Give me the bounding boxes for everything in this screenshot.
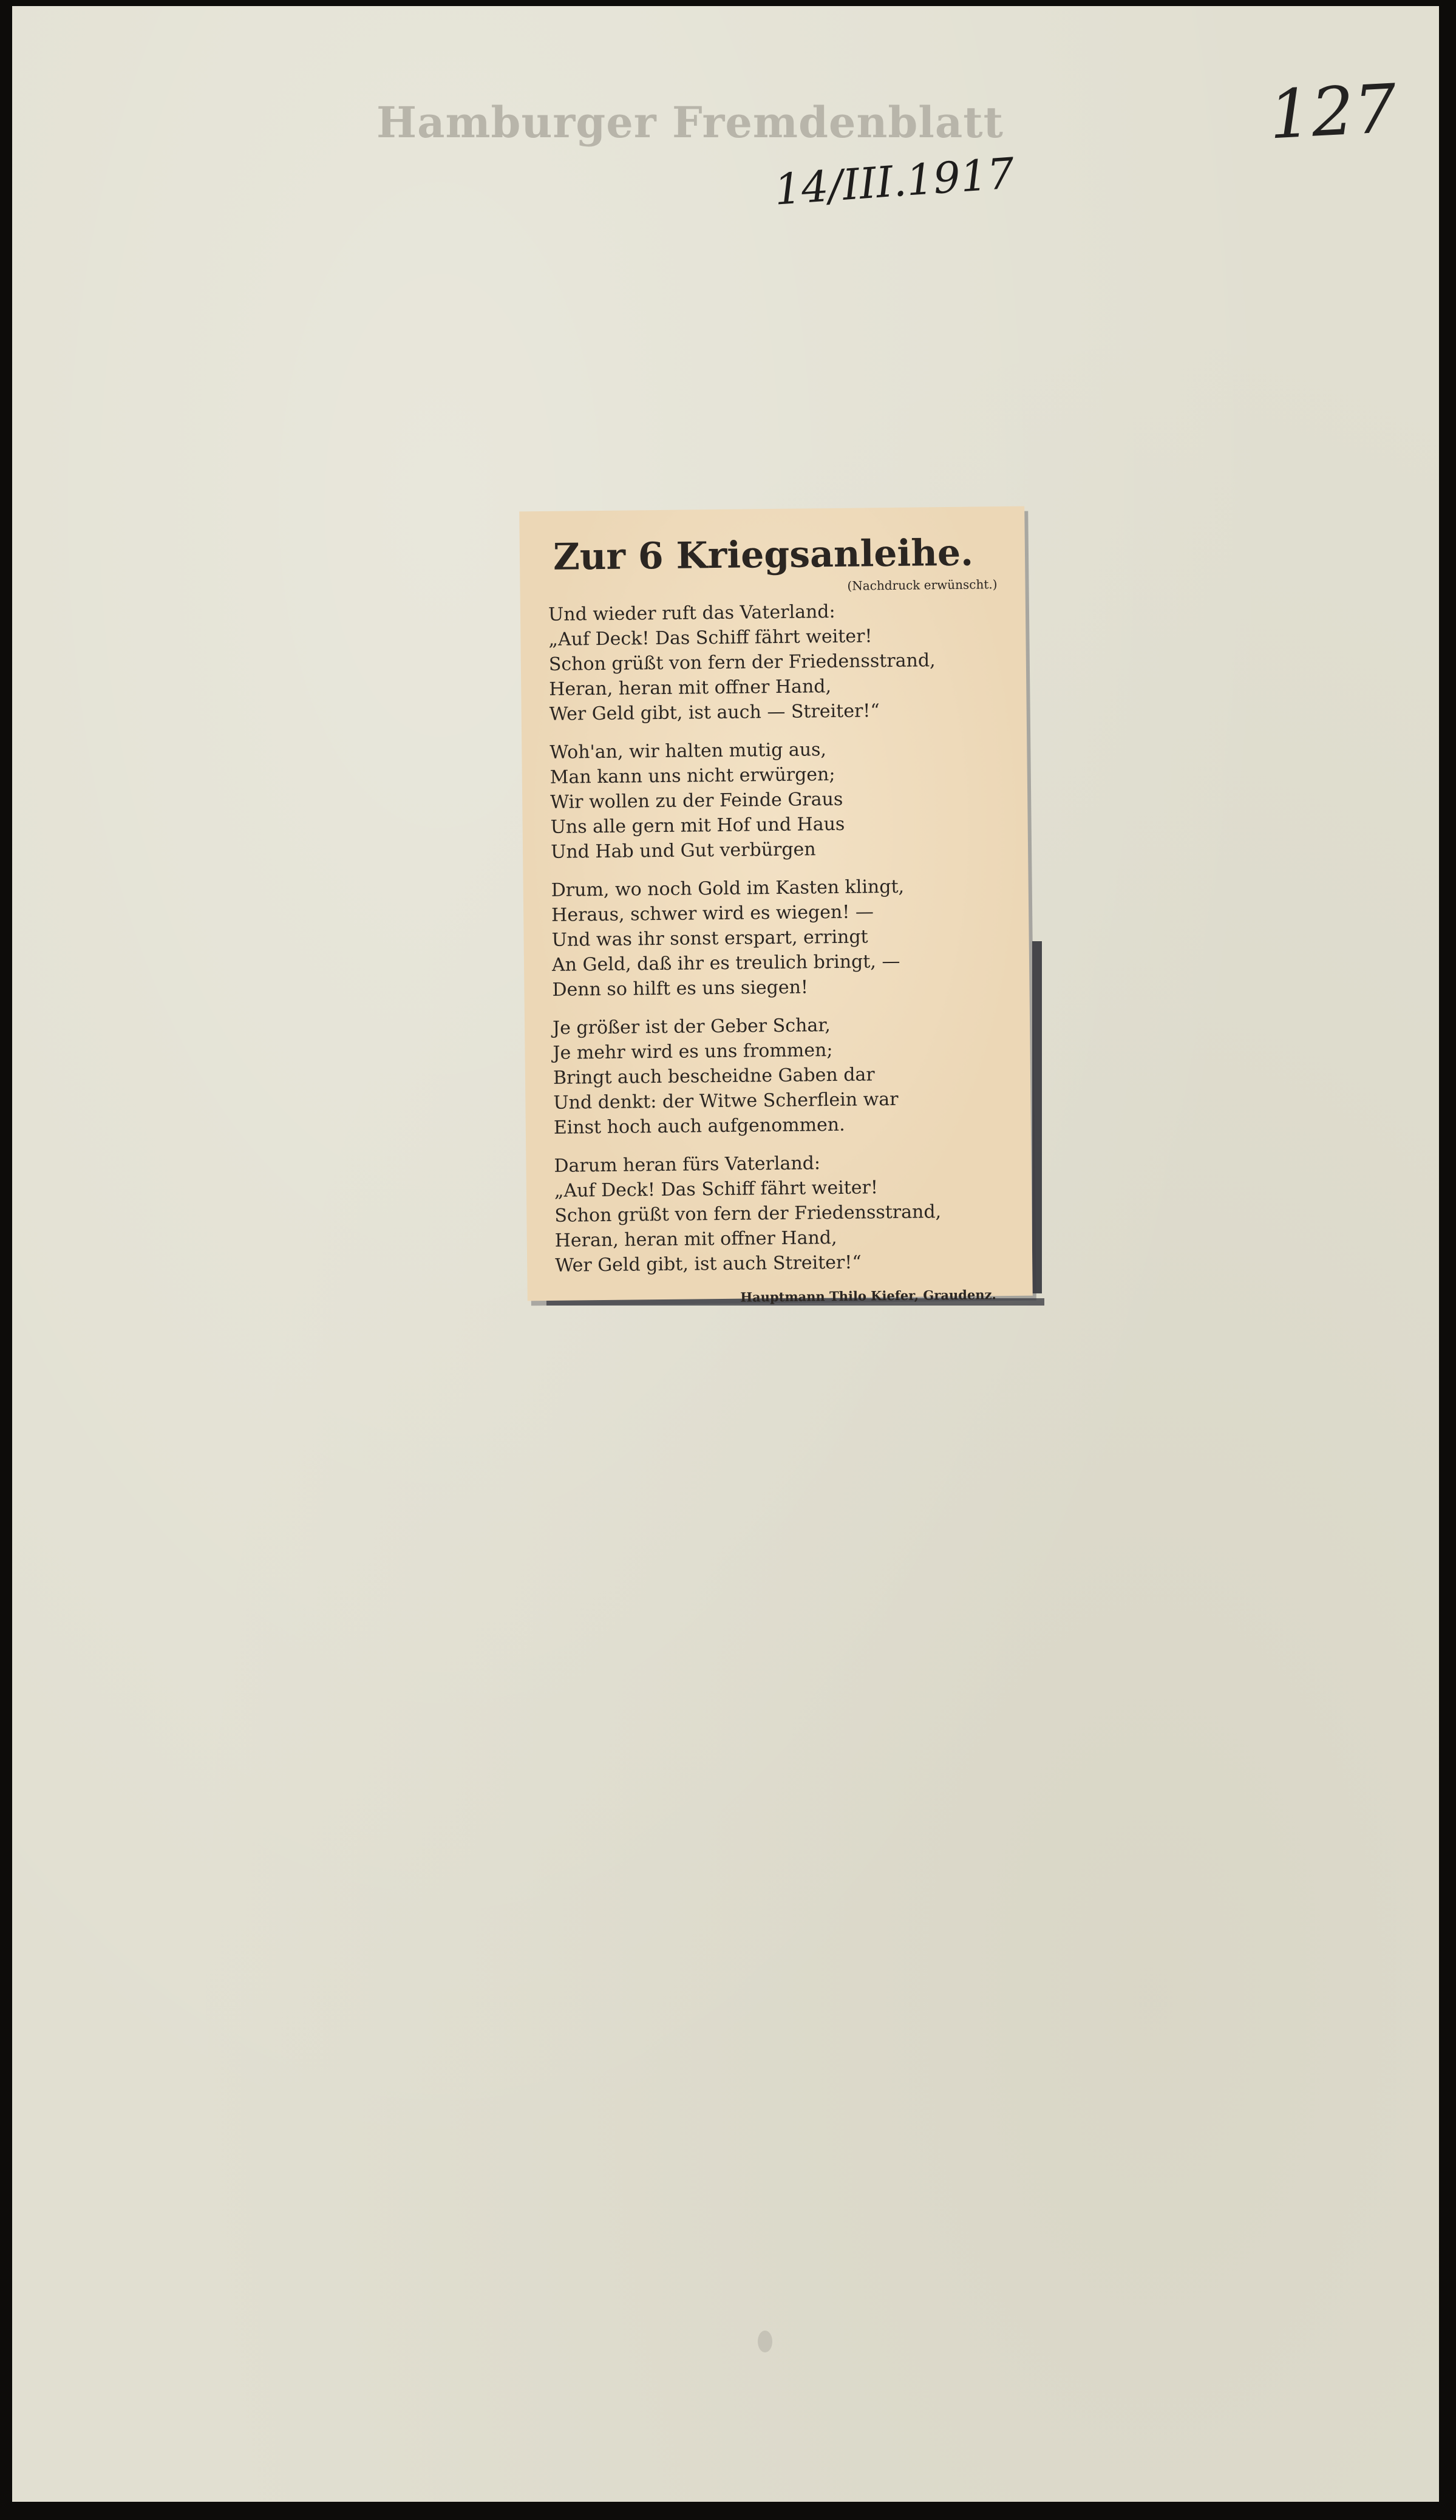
poem-line: Wer Geld gibt, ist auch — Streiter!“	[549, 700, 880, 725]
clipping-shadow-right	[1032, 941, 1042, 1293]
poem-line: Und Hab und Gut verbürgen	[550, 839, 816, 863]
poem-line: Uns alle gern mit Hof und Haus	[550, 813, 845, 838]
poem-line: Wer Geld gibt, ist auch Streiter!“	[555, 1251, 862, 1276]
poem-line: Denn so hilft es uns siegen!	[552, 976, 809, 1001]
poem-line: Je größer ist der Geber Schar,	[552, 1015, 831, 1039]
poem-line: Heran, heran mit offner Hand,	[549, 676, 832, 700]
punch-hole	[758, 2331, 772, 2352]
newspaper-masthead: Hamburger Fremdenblatt	[376, 97, 1004, 148]
poem-line: Einst hoch auch aufgenommen.	[553, 1114, 845, 1139]
poem-line: Und was ihr sonst erspart, erringt	[551, 926, 868, 951]
poem-line: Heraus, schwer wird es wiegen! —	[551, 901, 874, 926]
poem-line: Wir wollen zu der Feinde Graus	[550, 788, 843, 813]
poem-line: Darum heran fürs Vaterland:	[554, 1153, 821, 1177]
poem-line: Man kann uns nicht erwürgen;	[549, 763, 835, 788]
reprint-note: (Nachdruck erwünscht.)	[847, 577, 998, 593]
poem-line: Je mehr wird es uns frommen;	[553, 1040, 833, 1064]
poem-line: Schon grüßt von fern der Friedensstrand,	[548, 650, 936, 675]
poem-line: Drum, wo noch Gold im Kasten klingt,	[551, 876, 905, 901]
poem-line: „Auf Deck! Das Schiff fährt weiter!	[554, 1177, 879, 1202]
stanza-4	[553, 1011, 1003, 1140]
handwritten-page-number: 127	[1267, 69, 1399, 154]
stanza-3	[551, 873, 1002, 1003]
poem-line: An Geld, daß ihr es treulich bringt, —	[551, 950, 900, 976]
poem-line: Und denkt: der Witwe Scherflein war	[553, 1088, 899, 1114]
poem-line: Bringt auch bescheidne Gaben dar	[553, 1064, 875, 1089]
poem-line: „Auf Deck! Das Schiff fährt weiter!	[548, 625, 873, 650]
poem-line: Und wieder ruft das Vaterland:	[548, 601, 835, 625]
stanza-5	[554, 1149, 1004, 1278]
newspaper-clipping	[519, 506, 1033, 1305]
poem-line: Woh'an, wir halten mutig aus,	[549, 739, 827, 763]
stanza-2	[549, 735, 1000, 865]
poem-line: Schon grüßt von fern der Friedensstrand,	[554, 1201, 942, 1227]
stanza-1	[548, 598, 999, 727]
handwritten-date: 14/III.1917	[772, 148, 1016, 215]
poem-line: Heran, heran mit offner Hand,	[554, 1227, 837, 1251]
author-signature: Hauptmann Thilo Kiefer, Graudenz.	[740, 1287, 996, 1305]
poem-title: Zur 6 Kriegsanleihe.	[553, 531, 974, 579]
